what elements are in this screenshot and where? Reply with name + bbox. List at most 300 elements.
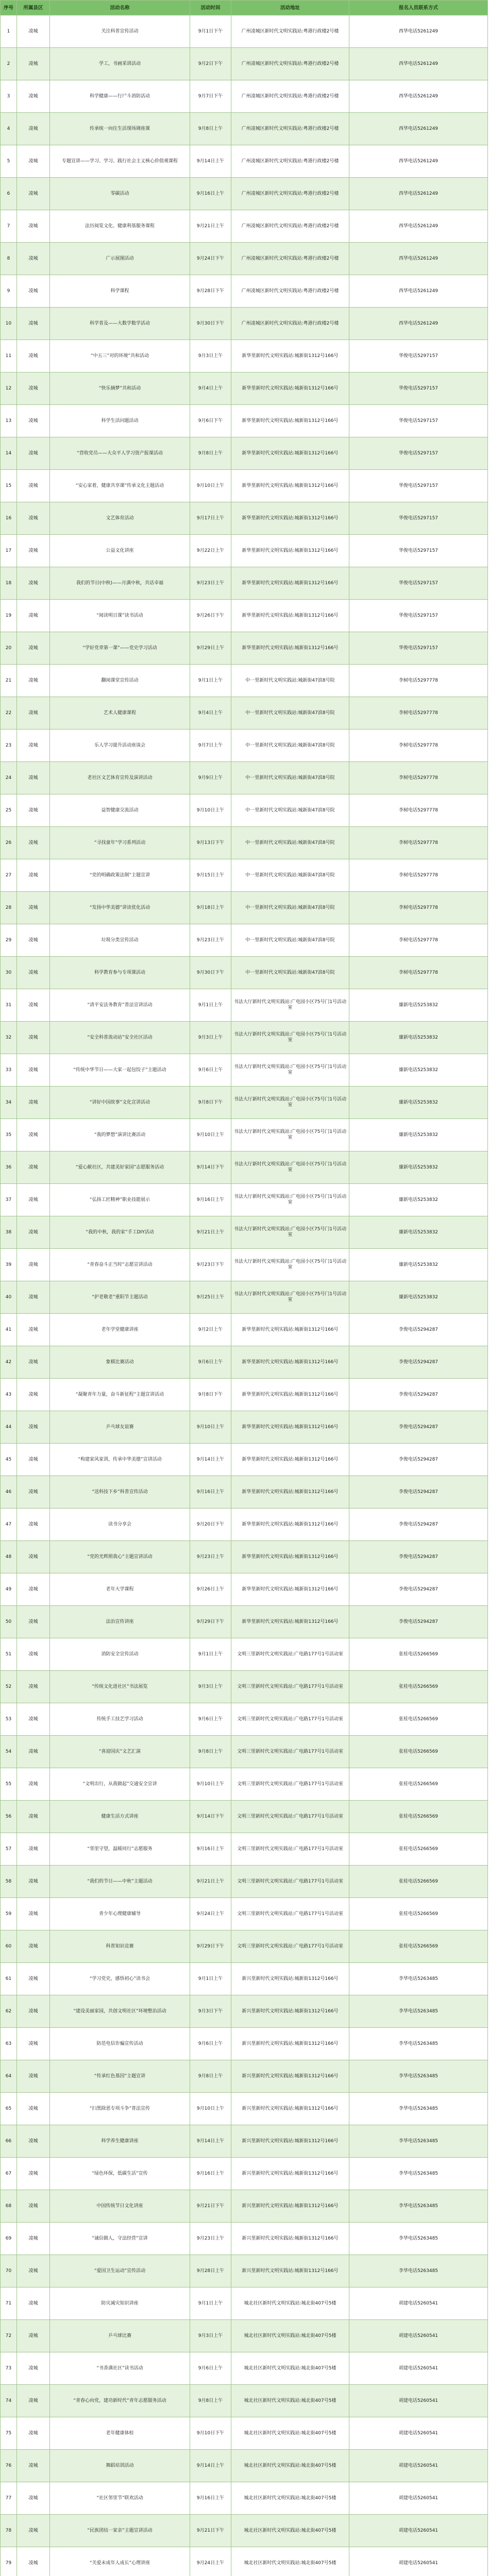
activity-time-cell: 9月10日下午 [190, 2417, 231, 2450]
contact-cell: 西华电话5261249 [349, 80, 488, 113]
activity-address-cell: 新华里新时代文明实践站:城新街1312号166号 [231, 567, 349, 600]
serial-number-cell: 48 [1, 1541, 17, 1573]
contact-cell: 李华电话5263485 [349, 2255, 488, 2287]
table-row [1, 1411, 488, 1444]
district-cell: 凌城 [17, 2417, 50, 2450]
district-cell: 凌城 [17, 1703, 50, 1736]
serial-number-cell: 30 [1, 957, 17, 989]
contact-cell: 李树电话5297778 [349, 730, 488, 762]
activity-address-cell: 城北社区新时代文明实践站:城北街407号5楼 [231, 2385, 349, 2417]
serial-number-cell: 43 [1, 1379, 17, 1411]
activity-name-cell: 我们的节日(中秋)——月满中秋，共话幸福 [50, 567, 190, 600]
serial-number-cell: 17 [1, 535, 17, 567]
serial-number-cell: 59 [1, 1898, 17, 1930]
activity-name-cell: “清平安法务教育”普法宣讲活动 [50, 989, 190, 1022]
table-row [1, 243, 488, 275]
table-row [1, 730, 488, 762]
activity-address-cell: 广州凌城区新时代文明实践站:粤港行政楼2号楼 [231, 113, 349, 145]
contact-cell: 华俊电话5297157 [349, 535, 488, 567]
activity-name-cell: “书香满社区”读书活动 [50, 2352, 190, 2385]
table-row [1, 15, 488, 48]
serial-number-cell: 14 [1, 437, 17, 470]
table-row [1, 1314, 488, 1346]
table-row [1, 1671, 488, 1703]
district-cell: 凌城 [17, 1022, 50, 1054]
district-cell: 凌城 [17, 2255, 50, 2287]
serial-number-cell: 11 [1, 340, 17, 372]
table-row [1, 1054, 488, 1087]
activity-time-cell: 9月10日上午 [190, 1768, 231, 1801]
table-row [1, 859, 488, 892]
table-row [1, 1638, 488, 1671]
activity-address-cell: 书法大厅新时代文明实践站:广电园小区75号门1号活动室 [231, 1119, 349, 1151]
serial-number-cell: 21 [1, 665, 17, 697]
contact-cell: 李俊电话5294287 [349, 1314, 488, 1346]
district-cell: 凌城 [17, 437, 50, 470]
activity-name-cell: 老年学堂健康讲座 [50, 1314, 190, 1346]
contact-cell: 李树电话5297778 [349, 892, 488, 924]
table-row [1, 697, 488, 730]
contact-cell: 李华电话5263485 [349, 2190, 488, 2223]
activity-time-cell: 9月18日上午 [190, 892, 231, 924]
contact-cell: 廉新电话5253832 [349, 1281, 488, 1314]
contact-cell: 李华电话5263485 [349, 1963, 488, 1995]
contact-cell: 西华电话5261249 [349, 210, 488, 243]
activity-time-cell: 9月16日上午 [190, 2158, 231, 2190]
activity-time-cell: 9月8日上午 [190, 1736, 231, 1768]
contact-cell: 李树电话5297778 [349, 762, 488, 794]
district-cell: 凌城 [17, 1736, 50, 1768]
contact-cell: 华俊电话5297157 [349, 372, 488, 405]
activity-time-cell: 9月23日下午 [190, 1249, 231, 1281]
activity-address-cell: 城北社区新时代文明实践站:城北街407号5楼 [231, 2450, 349, 2482]
contact-cell: 廉新电话5253832 [349, 1022, 488, 1054]
serial-number-cell: 33 [1, 1054, 17, 1087]
district-cell: 凌城 [17, 340, 50, 372]
serial-number-cell: 27 [1, 859, 17, 892]
serial-number-cell: 78 [1, 2515, 17, 2547]
activity-name-cell: “送科技下乡”科普宣传活动 [50, 1476, 190, 1509]
activity-address-cell: 新兴里新时代文明实践站:城新街1312号166号 [231, 2158, 349, 2190]
serial-number-cell: 73 [1, 2352, 17, 2385]
district-cell: 凌城 [17, 2287, 50, 2320]
contact-cell: 张桂电话5266569 [349, 1801, 488, 1833]
table-row [1, 535, 488, 567]
contact-cell: 西华电话5261249 [349, 145, 488, 178]
serial-number-cell: 32 [1, 1022, 17, 1054]
activity-time-cell: 9月16日上午 [190, 178, 231, 210]
table-row [1, 1476, 488, 1509]
activity-address-cell: 文明三里新时代文明实践站:广电路177号1号活动室 [231, 1768, 349, 1801]
activity-name-cell: “建设美丽家园，共创文明社区”环境整治活动 [50, 1995, 190, 2028]
table-row [1, 2417, 488, 2450]
serial-number-cell: 20 [1, 632, 17, 665]
serial-number-cell: 39 [1, 1249, 17, 1281]
activity-time-cell: 9月23日上午 [190, 2223, 231, 2255]
table-row [1, 1995, 488, 2028]
table-row [1, 2287, 488, 2320]
district-cell: 凌城 [17, 1638, 50, 1671]
activity-time-cell: 9月24日上午 [190, 2547, 231, 2576]
activity-address-cell: 文明三里新时代文明实践站:广电路177号1号活动室 [231, 1898, 349, 1930]
activity-time-cell: 9月9日上午 [190, 762, 231, 794]
contact-cell: 廉新电话5253832 [349, 1249, 488, 1281]
district-cell: 凌城 [17, 308, 50, 340]
header-row [1, 1, 488, 15]
activity-address-cell: 新华里新时代文明实践站:城新街1312号166号 [231, 1444, 349, 1476]
activity-address-cell: 新华里新时代文明实践站:城新街1312号166号 [231, 632, 349, 665]
activity-address-cell: 城北社区新时代文明实践站:城北街407号5楼 [231, 2547, 349, 2576]
activity-name-cell: “我的中秋，我的家”手工DIY活动 [50, 1216, 190, 1249]
district-cell: 凌城 [17, 2450, 50, 2482]
serial-number-cell: 77 [1, 2482, 17, 2515]
serial-number-cell: 4 [1, 113, 17, 145]
table-row [1, 48, 488, 80]
activity-address-cell: 新华里新时代文明实践站:城新街1312号166号 [231, 1606, 349, 1638]
serial-number-cell: 22 [1, 697, 17, 730]
table-row [1, 2190, 488, 2223]
serial-number-cell: 79 [1, 2547, 17, 2576]
table-row [1, 275, 488, 308]
activity-time-cell: 9月14日上午 [190, 145, 231, 178]
serial-number-cell: 64 [1, 2060, 17, 2093]
activity-address-cell: 广州凌城区新时代文明实践站:粤港行政楼2号楼 [231, 275, 349, 308]
activity-name-cell: 防灾减灾知识讲座 [50, 2287, 190, 2320]
activity-time-cell: 9月6日上午 [190, 1703, 231, 1736]
table-row [1, 2352, 488, 2385]
contact-cell: 华俊电话5297157 [349, 340, 488, 372]
table-row [1, 1801, 488, 1833]
activity-time-cell: 9月21日上午 [190, 210, 231, 243]
activity-time-cell: 9月1日下午 [190, 15, 231, 48]
table-row [1, 1606, 488, 1638]
activity-time-cell: 9月1日上午 [190, 665, 231, 697]
header-activity-name: 活动名称 [50, 1, 190, 15]
serial-number-cell: 40 [1, 1281, 17, 1314]
table-row [1, 2028, 488, 2060]
activity-name-cell: “弘扬工匠精神”职业技能展示 [50, 1184, 190, 1216]
activity-time-cell: 9月10日上午 [190, 470, 231, 502]
activity-name-cell: 关注科普宣传活动 [50, 15, 190, 48]
activity-name-cell: “阅读明日课”读书活动 [50, 600, 190, 632]
district-cell: 凌城 [17, 762, 50, 794]
contact-cell: 李华电话5263485 [349, 2223, 488, 2255]
activity-time-cell: 9月29日上午 [190, 632, 231, 665]
activity-address-cell: 新华里新时代文明实践站:城新街1312号166号 [231, 372, 349, 405]
serial-number-cell: 8 [1, 243, 17, 275]
serial-number-cell: 52 [1, 1671, 17, 1703]
contact-cell: 胡建电话5260541 [349, 2515, 488, 2547]
district-cell: 凌城 [17, 924, 50, 957]
district-cell: 凌城 [17, 2093, 50, 2125]
district-cell: 凌城 [17, 2515, 50, 2547]
activity-name-cell: “绿色环保，低碳生活”宣传 [50, 2158, 190, 2190]
contact-cell: 李俊电话5294287 [349, 1541, 488, 1573]
table-row [1, 2093, 488, 2125]
contact-cell: 李俊电话5294287 [349, 1379, 488, 1411]
table-row [1, 1087, 488, 1119]
district-cell: 凌城 [17, 15, 50, 48]
activity-address-cell: 新兴里新时代文明实践站:城新街1312号166号 [231, 2223, 349, 2255]
table-row [1, 502, 488, 535]
activity-time-cell: 9月26日上午 [190, 1573, 231, 1606]
table-row [1, 762, 488, 794]
activity-time-cell: 9月14日上午 [190, 2125, 231, 2158]
district-cell: 凌城 [17, 275, 50, 308]
activity-time-cell: 9月8日下午 [190, 1379, 231, 1411]
activity-address-cell: 文明三里新时代文明实践站:广电路177号1号活动室 [231, 1801, 349, 1833]
activity-name-cell: “爱心献社区，共建美好家园”志愿服务活动 [50, 1151, 190, 1184]
activity-address-cell: 中一里新时代文明实践站:城新街47滨8号院 [231, 924, 349, 957]
serial-number-cell: 74 [1, 2385, 17, 2417]
table-row [1, 2515, 488, 2547]
activity-name-cell: “学好党章第一课”——党史学习活动 [50, 632, 190, 665]
table-row [1, 210, 488, 243]
serial-number-cell: 58 [1, 1866, 17, 1898]
contact-cell: 华俊电话5297157 [349, 502, 488, 535]
activity-name-cell: 老社区文艺体育宣传及演讲活动 [50, 762, 190, 794]
contact-cell: 李华电话5263485 [349, 2125, 488, 2158]
table-row [1, 308, 488, 340]
activity-address-cell: 广州凌城区新时代文明实践站:粤港行政楼2号楼 [231, 243, 349, 275]
activity-time-cell: 9月8日上午 [190, 2385, 231, 2417]
table-row [1, 1444, 488, 1476]
district-cell: 凌城 [17, 2158, 50, 2190]
contact-cell: 李俊电话5294287 [349, 1573, 488, 1606]
district-cell: 凌城 [17, 372, 50, 405]
serial-number-cell: 46 [1, 1476, 17, 1509]
serial-number-cell: 15 [1, 470, 17, 502]
serial-number-cell: 71 [1, 2287, 17, 2320]
activity-address-cell: 城北社区新时代文明实践站:城北街407号5楼 [231, 2515, 349, 2547]
activity-time-cell: 9月16日上午 [190, 1833, 231, 1866]
activity-address-cell: 城北社区新时代文明实践站:城北街407号5楼 [231, 2417, 349, 2450]
activity-time-cell: 9月21日上午 [190, 1866, 231, 1898]
district-cell: 凌城 [17, 665, 50, 697]
contact-cell: 张桂电话5266569 [349, 1866, 488, 1898]
activity-name-cell: “安心家着，健康共享课”传承文化主题活动 [50, 470, 190, 502]
activity-address-cell: 新华里新时代文明实践站:城新街1312号166号 [231, 502, 349, 535]
activity-time-cell: 9月6日上午 [190, 1346, 231, 1379]
activity-address-cell: 新兴里新时代文明实践站:城新街1312号166号 [231, 1995, 349, 2028]
serial-number-cell: 69 [1, 2223, 17, 2255]
contact-cell: 华俊电话5297157 [349, 405, 488, 437]
district-cell: 凌城 [17, 80, 50, 113]
serial-number-cell: 72 [1, 2320, 17, 2352]
activity-address-cell: 中一里新时代文明实践站:城新街47滨8号院 [231, 827, 349, 859]
activity-address-cell: 新华里新时代文明实践站:城新街1312号166号 [231, 1411, 349, 1444]
contact-cell: 胡建电话5260541 [349, 2385, 488, 2417]
activity-name-cell: “安全科普流动站”安全社区活动 [50, 1022, 190, 1054]
serial-number-cell: 63 [1, 2028, 17, 2060]
serial-number-cell: 49 [1, 1573, 17, 1606]
serial-number-cell: 31 [1, 989, 17, 1022]
district-cell: 凌城 [17, 1866, 50, 1898]
activity-name-cell: 乐人学习提升活动座谈会 [50, 730, 190, 762]
table-row [1, 1541, 488, 1573]
contact-cell: 李俊电话5294287 [349, 1346, 488, 1379]
contact-cell: 西华电话5261249 [349, 48, 488, 80]
contact-cell: 李俊电话5294287 [349, 1509, 488, 1541]
activity-name-cell: 健康生活方式讲座 [50, 1801, 190, 1833]
activity-address-cell: 中一里新时代文明实践站:城新街47滨8号院 [231, 697, 349, 730]
serial-number-cell: 44 [1, 1411, 17, 1444]
contact-cell: 李华电话5263485 [349, 2028, 488, 2060]
serial-number-cell: 50 [1, 1606, 17, 1638]
header-activity-time: 活动时间 [190, 1, 231, 15]
activity-address-cell: 新华里新时代文明实践站:城新街1312号166号 [231, 1476, 349, 1509]
table-row [1, 1930, 488, 1963]
activity-time-cell: 9月21日上午 [190, 1216, 231, 1249]
activity-name-cell: 老年大学课程 [50, 1573, 190, 1606]
table-row [1, 2255, 488, 2287]
activity-time-cell: 9月1日上午 [190, 989, 231, 1022]
contact-cell: 胡建电话5260541 [349, 2417, 488, 2450]
district-cell: 凌城 [17, 2223, 50, 2255]
table-row [1, 1216, 488, 1249]
district-cell: 凌城 [17, 2190, 50, 2223]
activity-name-cell: 中国传统节日文化讲座 [50, 2190, 190, 2223]
district-cell: 凌城 [17, 2385, 50, 2417]
activity-name-cell: “护老敬老”重阳节主题活动 [50, 1281, 190, 1314]
table-row [1, 2547, 488, 2576]
serial-number-cell: 37 [1, 1184, 17, 1216]
activity-name-cell: “文明出行，从我做起”交通安全宣讲 [50, 1768, 190, 1801]
activity-name-cell: “社区邻里节”联欢活动 [50, 2482, 190, 2515]
contact-cell: 廉新电话5253832 [349, 1054, 488, 1087]
table-row [1, 827, 488, 859]
contact-cell: 李华电话5263485 [349, 2158, 488, 2190]
activity-address-cell: 书法大厅新时代文明实践站:广电园小区75号门1号活动室 [231, 1054, 349, 1087]
district-cell: 凌城 [17, 567, 50, 600]
contact-cell: 李俊电话5294287 [349, 1476, 488, 1509]
district-cell: 凌城 [17, 1281, 50, 1314]
serial-number-cell: 75 [1, 2417, 17, 2450]
activity-name-cell: “关爱未成年人成长”心理讲座 [50, 2547, 190, 2576]
serial-number-cell: 29 [1, 924, 17, 957]
activity-address-cell: 中一里新时代文明实践站:城新街47滨8号院 [231, 859, 349, 892]
district-cell: 凌城 [17, 989, 50, 1022]
table-row [1, 470, 488, 502]
activity-name-cell: “我们的节日——中秋”主题活动 [50, 1866, 190, 1898]
serial-number-cell: 28 [1, 892, 17, 924]
table-row [1, 113, 488, 145]
activity-address-cell: 书法大厅新时代文明实践站:广电园小区75号门1号活动室 [231, 1249, 349, 1281]
activity-time-cell: 9月7日上午 [190, 730, 231, 762]
district-cell: 凌城 [17, 1541, 50, 1573]
district-cell: 凌城 [17, 1898, 50, 1930]
activity-name-cell: 象棋比赛活动 [50, 1346, 190, 1379]
activity-address-cell: 新华里新时代文明实践站:城新街1312号166号 [231, 1379, 349, 1411]
activity-address-cell: 广州凌城区新时代文明实践站:粤港行政楼2号楼 [231, 80, 349, 113]
contact-cell: 张桂电话5266569 [349, 1768, 488, 1801]
activity-time-cell: 9月25日上午 [190, 1281, 231, 1314]
activity-address-cell: 书法大厅新时代文明实践站:广电园小区75号门1号活动室 [231, 1184, 349, 1216]
activity-name-cell: “讲好中国故事”文化宣讲活动 [50, 1087, 190, 1119]
contact-cell: 李华电话5263485 [349, 2060, 488, 2093]
header-activity-address: 活动地址 [231, 1, 349, 15]
serial-number-cell: 68 [1, 2190, 17, 2223]
district-cell: 凌城 [17, 1314, 50, 1346]
activity-address-cell: 中一里新时代文明实践站:城新街47滨8号院 [231, 892, 349, 924]
activity-name-cell: 科学课程 [50, 275, 190, 308]
activity-time-cell: 9月14日上午 [190, 1444, 231, 1476]
contact-cell: 廉新电话5253832 [349, 1184, 488, 1216]
activity-address-cell: 文明三里新时代文明实践站:广电路177号1号活动室 [231, 1671, 349, 1703]
activity-address-cell: 书法大厅新时代文明实践站:广电园小区75号门1号活动室 [231, 1151, 349, 1184]
district-cell: 凌城 [17, 2352, 50, 2385]
contact-cell: 西华电话5261249 [349, 308, 488, 340]
serial-number-cell: 18 [1, 567, 17, 600]
activity-address-cell: 广州凌城区新时代文明实践站:粤港行政楼2号楼 [231, 15, 349, 48]
contact-cell: 胡建电话5260541 [349, 2352, 488, 2385]
contact-cell: 李华电话5263485 [349, 1995, 488, 2028]
activity-time-cell: 9月7日下午 [190, 80, 231, 113]
district-cell: 凌城 [17, 859, 50, 892]
district-cell: 凌城 [17, 1249, 50, 1281]
activity-address-cell: 广州凌城区新时代文明实践站:粤港行政楼2号楼 [231, 48, 349, 80]
header-district: 所属县区 [17, 1, 50, 15]
table-row [1, 405, 488, 437]
activity-time-cell: 9月3日下午 [190, 1995, 231, 2028]
activity-address-cell: 文明三里新时代文明实践站:广电路177号1号活动室 [231, 1703, 349, 1736]
contact-cell: 西华电话5261249 [349, 243, 488, 275]
table-row [1, 1509, 488, 1541]
table-row [1, 340, 488, 372]
table-header [1, 1, 488, 15]
table-row [1, 1866, 488, 1898]
activity-address-cell: 书法大厅新时代文明实践站:广电园小区75号门1号活动室 [231, 1216, 349, 1249]
district-cell: 凌城 [17, 113, 50, 145]
table-row [1, 372, 488, 405]
activity-time-cell: 9月14日上午 [190, 2450, 231, 2482]
activity-name-cell: 科学健康——行尸斗消防活动 [50, 80, 190, 113]
activity-name-cell: 乒乓球比赛 [50, 2320, 190, 2352]
district-cell: 凌城 [17, 1963, 50, 1995]
table-row [1, 1249, 488, 1281]
district-cell: 凌城 [17, 1444, 50, 1476]
district-cell: 凌城 [17, 1606, 50, 1638]
activity-address-cell: 文明三里新时代文明实践站:广电路177号1号活动室 [231, 1638, 349, 1671]
table-row [1, 665, 488, 697]
district-cell: 凌城 [17, 1119, 50, 1151]
contact-cell: 李俊电话5294287 [349, 1411, 488, 1444]
activity-address-cell: 中一里新时代文明实践站:城新街47滨8号院 [231, 957, 349, 989]
contact-cell: 胡建电话5260541 [349, 2287, 488, 2320]
serial-number-cell: 24 [1, 762, 17, 794]
contact-cell: 西华电话5261249 [349, 275, 488, 308]
activity-address-cell: 新华里新时代文明实践站:城新街1312号166号 [231, 1314, 349, 1346]
activity-address-cell: 城北社区新时代文明实践站:城北街407号5楼 [231, 2287, 349, 2320]
activity-time-cell: 9月3日上午 [190, 340, 231, 372]
activity-address-cell: 书法大厅新时代文明实践站:广电园小区75号门1号活动室 [231, 989, 349, 1022]
table-row [1, 1184, 488, 1216]
activity-time-cell: 9月28日下午 [190, 275, 231, 308]
activity-address-cell: 城北社区新时代文明实践站:城北街407号5楼 [231, 2320, 349, 2352]
activity-address-cell: 文明三里新时代文明实践站:广电路177号1号活动室 [231, 1930, 349, 1963]
activity-time-cell: 9月26日下午 [190, 600, 231, 632]
activity-address-cell: 城北社区新时代文明实践站:城北街407号5楼 [231, 2482, 349, 2515]
contact-cell: 张桂电话5266569 [349, 1736, 488, 1768]
district-cell: 凌城 [17, 957, 50, 989]
activity-address-cell: 新华里新时代文明实践站:城新街1312号166号 [231, 340, 349, 372]
activity-name-cell: 老年健康体检 [50, 2417, 190, 2450]
table-row [1, 178, 488, 210]
activity-address-cell: 中一里新时代文明实践站:城新街47滨8号院 [231, 762, 349, 794]
activity-name-cell: 舞蹈培训活动 [50, 2450, 190, 2482]
activity-time-cell: 9月24日上午 [190, 1898, 231, 1930]
activity-time-cell: 9月21日下午 [190, 2190, 231, 2223]
